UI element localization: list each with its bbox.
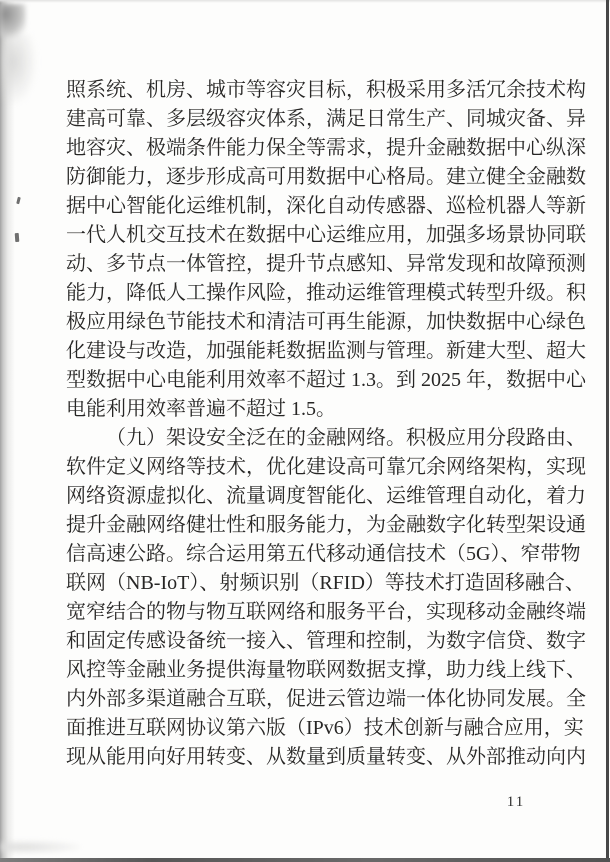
text-line: 内外部多渠道融合互联，促进云管边端一体化协同发展。全 [66,688,586,710]
text-line: 型数据中心电能利用效率不超过 1.3。到 2025 年，数据中心 [66,369,586,391]
text-line: 极应用绿色节能技术和清洁可再生能源，加快数据中心绿色 [66,311,586,333]
text-line: 建高可靠、多层级容灾体系，满足日常生产、同城灾备、异 [66,108,586,130]
scan-edge-top-line [0,0,610,3]
text-line: 和固定传感设备统一接入、管理和控制，为数字信贷、数字 [66,630,586,652]
scan-smudge-top-left-faint [2,34,36,104]
text-line: 软件定义网络等技术，优化建设高可靠冗余网络架构，实现 [66,456,586,478]
text-line: 联网（NB-IoT）、射频识别（RFID）等技术打造固移融合、 [66,572,585,594]
text-line: 现从能用向好用转变、从数量到质量转变、从外部推动向内 [66,746,586,768]
text-line: 照系统、机房、城市等容灾目标，积极采用多活冗余技术构 [66,79,586,101]
text-line: 据中心智能化运维机制，深化自动传感器、巡检机器人等新 [66,195,586,217]
body-text [66,76,586,772]
page-number: 11 [506,794,526,810]
scan-speck [16,197,21,205]
text-line: 信高速公路。综合运用第五代移动通信技术（5G）、窄带物 [66,543,581,565]
scan-edge-right-line [606,0,609,862]
text-line: 一代人机交互技术在数据中心运维应用，加强多场景协同联 [66,224,586,246]
scan-smudge-top-left [0,4,26,38]
text-line: 提升金融网络健壮性和服务能力，为金融数字化转型架设通 [66,514,586,536]
text-line: 面推进互联网协议第六版（IPv6）技术创新与融合应用，实 [66,717,584,739]
scan-speck [15,233,20,242]
scan-edge-left-shadow [0,0,16,862]
text-line: 动、多节点一体管控，提升节点感知、异常发现和故障预测 [66,253,586,275]
text-line: 防御能力，逐步形成高可用数据中心格局。建立健全金融数 [66,166,586,188]
text-line: 风控等金融业务提供海量物联网数据支撑，助力线上线下、 [66,659,586,681]
text-line: 地容灾、极端条件能力保全等需求，提升金融数据中心纵深 [66,137,586,159]
text-line: 网络资源虚拟化、流量调度智能化、运维管理自动化，着力 [66,485,586,507]
text-line: 电能利用效率普遍不超过 1.5。 [66,398,336,420]
text-line-section-heading: （九）架设安全泛在的金融网络。积极应用分段路由、 [106,427,586,449]
text-line: 化建设与改造，加强能耗数据监测与管理。新建大型、超大 [66,340,586,362]
text-line: 能力，降低人工操作风险，推动运维管理模式转型升级。积 [66,282,586,304]
text-line: 宽窄结合的物与物互联网络和服务平台，实现移动金融终端 [66,601,586,623]
scan-smudge-bottom-left [0,840,80,854]
scan-edge-bottom-line [0,858,610,862]
